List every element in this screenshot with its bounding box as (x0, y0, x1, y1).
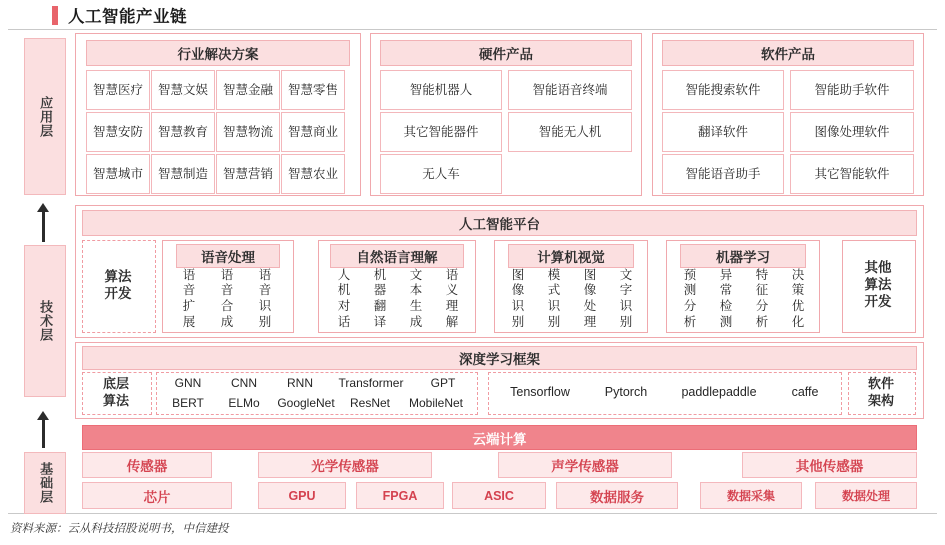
infra-chip-label: ASIC (484, 488, 514, 503)
page-title: 人工智能产业链 (68, 8, 187, 26)
module-title-text: 语音处理 (201, 250, 255, 265)
module-item-label: 机器翻译 (373, 267, 387, 329)
app-item-label: 其它智能软件 (814, 166, 890, 181)
framework-library-item[interactable] (666, 372, 772, 413)
framework-algo-label: ELMo (228, 395, 260, 410)
layer-infrastructure (24, 452, 66, 514)
framework-algo-item[interactable] (216, 393, 272, 413)
platform-other-algorithm-development-label (842, 240, 914, 331)
arrow-shaft-upper (42, 212, 45, 242)
layer-application-label: 应用层 (38, 95, 54, 138)
app-item[interactable] (151, 112, 215, 152)
app-item[interactable] (86, 154, 150, 194)
layer-infrastructure-label: 基础层 (38, 462, 54, 504)
module-title-text: 自然语言理解 (356, 250, 438, 265)
app-item-label: 无人车 (422, 166, 460, 181)
infra-chip-label: FPGA (382, 488, 418, 503)
app-item-label: 智慧零售 (287, 82, 338, 97)
group-industry-solutions-title: 行业解决方案 (177, 47, 259, 62)
arrow-shaft-lower (42, 420, 45, 448)
module-title-text: 机器学习 (716, 250, 770, 265)
infra-sensor[interactable] (258, 452, 432, 478)
framework-library-item[interactable] (494, 372, 586, 413)
infra-chip[interactable] (700, 482, 802, 509)
app-item[interactable] (508, 112, 632, 152)
framework-title: 深度学习框架 (459, 352, 540, 367)
layer-technology (24, 245, 66, 397)
group-software-products-title-box (662, 40, 914, 66)
app-item-label: 智能搜索软件 (685, 82, 761, 97)
app-item-label: 智慧医疗 (92, 82, 143, 97)
module-item[interactable] (744, 267, 780, 329)
app-item-label: 智慧制造 (157, 166, 208, 181)
module-item-label: 语音合成 (220, 267, 234, 329)
app-item[interactable] (216, 112, 280, 152)
app-item[interactable] (380, 112, 502, 152)
framework-library-item[interactable] (772, 372, 838, 413)
framework-library-item[interactable] (586, 372, 666, 413)
platform-title: 人工智能平台 (459, 217, 540, 232)
framework-library-label: caffe (791, 384, 819, 399)
framework-algo-label: RNN (287, 375, 313, 390)
infra-sensor-label: 其他传感器 (795, 459, 864, 474)
app-item[interactable] (86, 112, 150, 152)
framework-library-label: Tensorflow (510, 384, 570, 399)
divider-bottom (8, 513, 937, 514)
framework-title-box (82, 346, 917, 370)
module-item-label: 模式识别 (547, 267, 561, 329)
module-item[interactable] (672, 267, 708, 329)
infra-cloud-computing[interactable] (82, 425, 917, 450)
infra-cloud-label: 云端计算 (472, 431, 527, 447)
framework-algo-item[interactable] (272, 373, 328, 393)
module-item-label: 文本生成 (409, 267, 423, 329)
app-item[interactable] (151, 70, 215, 110)
layer-technology-label: 技术层 (38, 300, 54, 342)
app-item-label: 智慧营销 (222, 166, 273, 181)
app-item-label: 图像处理软件 (814, 124, 890, 139)
app-item[interactable] (380, 154, 502, 194)
framework-algo-item[interactable] (272, 393, 340, 413)
app-item-label: 其它智能器件 (403, 124, 479, 139)
app-item-label: 智慧物流 (222, 124, 273, 139)
arrow-head-upper (37, 203, 49, 212)
app-item[interactable] (86, 70, 150, 110)
layer-application (24, 38, 66, 195)
module-item[interactable] (398, 267, 434, 329)
module-item[interactable] (536, 267, 572, 329)
framework-left-label-text: 底层算法 (102, 376, 129, 408)
app-item[interactable] (662, 70, 784, 110)
framework-algo-item[interactable] (414, 373, 472, 393)
app-item-label: 智慧商业 (287, 124, 338, 139)
infra-sensor-label: 光学传感器 (311, 459, 379, 474)
framework-right-label-text: 软件架构 (867, 376, 894, 408)
module-item[interactable] (362, 267, 398, 329)
module-item[interactable] (326, 267, 362, 329)
infra-chip[interactable] (815, 482, 917, 509)
framework-algo-label: GNN (174, 375, 202, 390)
platform-left-label-text: 算法开发 (104, 268, 132, 301)
page-title-bar (0, 0, 945, 30)
framework-algo-label: GoogleNet (277, 395, 335, 410)
framework-base-algorithm-label (82, 372, 150, 413)
infra-chip-label: 数据采集 (726, 489, 775, 503)
module-item[interactable] (608, 267, 644, 329)
infra-chip-label: GPU (288, 488, 316, 503)
source-note: 资料来源：云从科技招股说明书，中信建投 (10, 523, 229, 535)
framework-algo-item[interactable] (216, 373, 272, 393)
infra-chip-label: 数据服务 (590, 489, 644, 505)
infra-chip[interactable] (452, 482, 546, 509)
app-item[interactable] (380, 70, 502, 110)
app-item-label: 智慧农业 (287, 166, 338, 181)
group-hardware-products-title-box (380, 40, 632, 66)
app-item-label: 智慧金融 (222, 82, 273, 97)
app-item-label: 智能语音终端 (532, 82, 608, 97)
arrow-head-lower (37, 411, 49, 420)
app-item-label: 智慧文娱 (157, 82, 208, 97)
framework-library-label: paddlepaddle (681, 384, 757, 399)
group-software-products-title: 软件产品 (761, 47, 815, 62)
platform-title-box (82, 210, 917, 236)
app-item[interactable] (151, 154, 215, 194)
module-item-label: 异常检测 (719, 267, 733, 329)
infra-sensor[interactable] (498, 452, 672, 478)
app-item-label: 智慧教育 (157, 124, 208, 139)
group-hardware-products-title: 硬件产品 (479, 47, 533, 62)
infra-sensor-label: 传感器 (126, 459, 168, 474)
platform-module-speech-title (176, 244, 280, 268)
group-industry-solutions-title-box (86, 40, 350, 66)
framework-algo-item[interactable] (160, 373, 216, 393)
app-item-label: 智慧城市 (92, 166, 143, 181)
module-item-label: 文字识别 (619, 267, 633, 329)
module-item-label: 图像处理 (583, 267, 597, 329)
module-item[interactable] (708, 267, 744, 329)
infra-chip[interactable] (258, 482, 346, 509)
module-item-label: 语音识别 (258, 267, 272, 329)
infra-sensor[interactable] (82, 452, 212, 478)
framework-library-label: Pytorch (604, 384, 648, 399)
app-item[interactable] (281, 112, 345, 152)
framework-algo-item[interactable] (340, 393, 400, 413)
app-item[interactable] (790, 112, 914, 152)
infra-chip[interactable] (556, 482, 678, 509)
infra-sensor[interactable] (742, 452, 917, 478)
module-item-label: 语义理解 (445, 267, 459, 329)
app-item-label: 智能无人机 (538, 124, 602, 139)
framework-algo-item[interactable] (400, 393, 472, 413)
divider-top (8, 29, 937, 30)
app-item[interactable] (508, 70, 632, 110)
framework-algo-item[interactable] (160, 393, 216, 413)
app-item[interactable] (790, 154, 914, 194)
platform-right-label-text: 其他算法开发 (864, 260, 892, 309)
app-item-label: 智能助手软件 (814, 82, 890, 97)
framework-algo-item[interactable] (328, 373, 414, 393)
module-item[interactable] (170, 267, 208, 329)
module-item[interactable] (246, 267, 284, 329)
app-item-label: 智能语音助手 (685, 166, 761, 181)
module-item-label: 语音扩展 (182, 267, 196, 329)
infra-chip-label: 芯片 (143, 489, 171, 505)
module-title-text: 计算机视觉 (537, 250, 605, 265)
module-item-label: 图像识别 (511, 267, 525, 329)
platform-module-cv-title (508, 244, 634, 268)
app-item[interactable] (281, 70, 345, 110)
app-item[interactable] (790, 70, 914, 110)
framework-algo-label: Transformer (338, 375, 404, 390)
module-item-label: 决策优化 (791, 267, 805, 329)
module-item-label: 人机对话 (337, 267, 351, 329)
platform-algorithm-development-label (82, 240, 154, 331)
infra-chip[interactable] (82, 482, 232, 509)
framework-algo-label: BERT (172, 395, 204, 410)
framework-algo-label: CNN (231, 375, 257, 390)
app-item[interactable] (662, 112, 784, 152)
framework-algo-label: ResNet (349, 395, 390, 410)
app-item[interactable] (216, 154, 280, 194)
title-accent-bar (52, 6, 58, 25)
app-item[interactable] (281, 154, 345, 194)
infra-chip-label: 数据处理 (841, 489, 890, 503)
app-item-label: 智慧安防 (92, 124, 143, 139)
module-item-label: 预测分析 (683, 267, 697, 329)
module-item[interactable] (208, 267, 246, 329)
app-item-label: 翻译软件 (697, 124, 748, 139)
module-item[interactable] (434, 267, 470, 329)
app-item[interactable] (662, 154, 784, 194)
infra-chip[interactable] (356, 482, 444, 509)
module-item[interactable] (572, 267, 608, 329)
module-item-label: 特征分析 (755, 267, 769, 329)
app-item[interactable] (216, 70, 280, 110)
infra-sensor-label: 声学传感器 (551, 459, 619, 474)
app-item-label: 智能机器人 (409, 82, 473, 97)
framework-software-architecture-label (848, 372, 914, 413)
framework-algo-label: GPT (430, 375, 456, 390)
platform-module-ml-title (680, 244, 806, 268)
framework-algo-label: MobileNet (408, 395, 464, 410)
platform-module-nlu-title (330, 244, 464, 268)
module-item[interactable] (500, 267, 536, 329)
module-item[interactable] (780, 267, 816, 329)
